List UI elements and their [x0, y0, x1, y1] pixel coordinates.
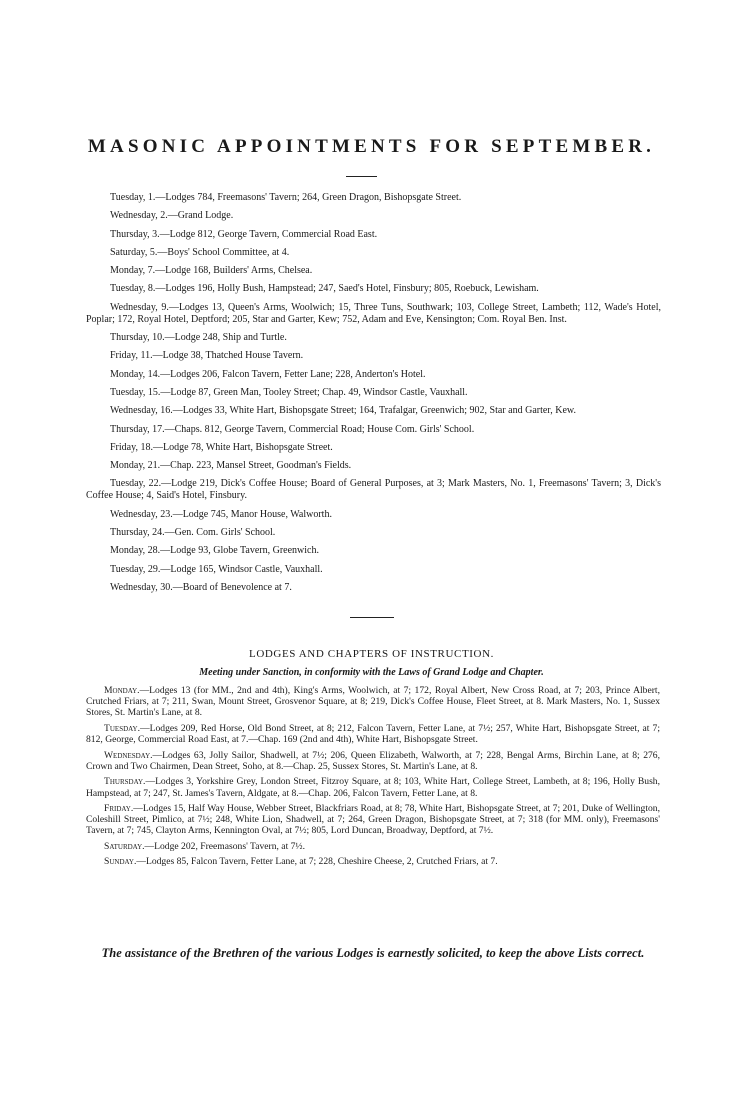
instruction-subtitle: Meeting under Sanction, in conformity with the Laws of Grand Lodge and Chapter.	[199, 667, 544, 678]
appointment-entry: Friday, 18.—Lodge 78, White Hart, Bishopsgate Street.	[110, 441, 333, 453]
appointments-list	[86, 192, 661, 600]
instruction-day: Wednesday.	[104, 749, 153, 761]
instruction-entry	[86, 776, 660, 798]
instruction-text: —Lodges 13 (for MM., 2nd and 4th), King's Arms, Woolwich, at 7; 172, Royal Albert, New Cross Road, at 7; 203, Prince Albert, Crutched Friars, at 7; 211, Swan, Mount Street, Grosvenor Square, at 8; 219, Dick's Coffee House, Fleet Street, at 8. Mark Masters, No. 1, Sussex Stores, St. Martin's Lane, at 8.	[86, 685, 660, 719]
instruction-entry	[86, 856, 660, 867]
instruction-entry	[86, 750, 660, 772]
instruction-day: Monday.	[104, 685, 140, 696]
instruction-text: —Lodge 202, Freemasons' Tavern, at 7½.	[144, 840, 306, 852]
instruction-day: Thursday.	[104, 776, 146, 788]
appointment-entry: Thursday, 10.—Lodge 248, Ship and Turtle.	[110, 332, 287, 344]
appointment-entry: Tuesday, 29.—Lodge 165, Windsor Castle, Vauxhall.	[110, 563, 323, 575]
page-title: MASONIC APPOINTMENTS FOR SEPTEMBER.	[87, 136, 656, 157]
appointment-entry: Monday, 21.—Chap. 223, Mansel Street, Goodman's Fields.	[110, 460, 352, 472]
footer-note: The assistance of the Brethren of the various Lodges is earnestly solicited, to keep the above Lists correct.	[101, 946, 645, 960]
instruction-entry	[86, 841, 660, 852]
divider-top	[346, 176, 377, 177]
appointment-entry: Wednesday, 30.—Board of Benevolence at 7.	[110, 581, 292, 593]
instruction-text: —Lodges 85, Falcon Tavern, Fetter Lane, at 7; 228, Cheshire Cheese, 2, Crutched Friars, at 7.	[136, 856, 498, 868]
instruction-entry	[86, 723, 660, 745]
instruction-text: —Lodges 63, Jolly Sailor, Shadwell, at 7½; 206, Queen Elizabeth, Walworth, at 7; 228, Bengal Arms, Birchin Lane, at 8; 276, Crown and Two Chairmen, Dean Street, Soho, at 8.—Chap. 25, Sussex Stores, St. Martin's Lane, at 8.	[86, 749, 660, 772]
appointment-entry: Wednesday, 23.—Lodge 745, Manor House, Walworth.	[110, 508, 332, 520]
appointment-entry: Saturday, 5.—Boys' School Committee, at 4.	[110, 246, 290, 258]
appointment-entry: Tuesday, 22.—Lodge 219, Dick's Coffee House; Board of General Purposes, at 3; Mark Masters, No. 1, Freemasons' Tavern; 3, Dick's Coffee House; 4, Said's Hotel, Finsbury.	[86, 478, 661, 502]
appointment-entry: Wednesday, 9.—Lodges 13, Queen's Arms, Woolwich; 15, Three Tuns, Southwark; 103, College Street, Lambeth; 112, Wade's Hotel, Poplar; 172, Royal Hotel, Deptford; 205, Star and Garter, Kew; 752, Adam and Eve, Kensington; Com. Royal Ben. Inst.	[86, 301, 661, 325]
instruction-text: —Lodges 209, Red Horse, Old Bond Street, at 8; 212, Falcon Tavern, Fetter Lane, at 7½; 257, White Hart, Bishopsgate Street, at 7; 812, George, Commercial Road East, at 7.—Chap. 169 (2nd and 4th), White Hart, Bishopsgate Street.	[86, 722, 660, 746]
appointment-entry: Thursday, 3.—Lodge 812, George Tavern, Commercial Road East.	[110, 228, 378, 240]
appointment-entry: Monday, 7.—Lodge 168, Builders' Arms, Chelsea.	[110, 265, 313, 277]
instruction-day: Saturday.	[104, 840, 145, 852]
appointment-entry: Tuesday, 8.—Lodges 196, Holly Bush, Hampstead; 247, Saed's Hotel, Finsbury; 805, Roebuck, Lewisham.	[110, 283, 539, 295]
instruction-day: Tuesday.	[104, 722, 141, 734]
instruction-day: Friday.	[104, 803, 134, 815]
appointment-entry: Thursday, 17.—Chaps. 812, George Tavern, Commercial Road; House Com. Girls' School.	[110, 423, 475, 435]
appointment-entry: Thursday, 24.—Gen. Com. Girls' School.	[110, 527, 276, 539]
instruction-title: LODGES AND CHAPTERS OF INSTRUCTION.	[249, 648, 494, 660]
appointment-entry: Wednesday, 16.—Lodges 33, White Hart, Bishopsgate Street; 164, Trafalgar, Greenwich; 902, Star and Garter, Kew.	[110, 405, 576, 417]
appointment-entry: Tuesday, 1.—Lodges 784, Freemasons' Tavern; 264, Green Dragon, Bishopsgate Street.	[110, 192, 462, 203]
appointment-entry: Friday, 11.—Lodge 38, Thatched House Tavern.	[110, 350, 304, 362]
instruction-entry	[86, 803, 660, 837]
divider-middle	[350, 617, 394, 618]
instruction-text: —Lodges 15, Half Way House, Webber Street, Blackfriars Road, at 8; 78, White Hart, Bishopsgate Street, at 7; 201, Duke of Wellington, Coleshill Street, Pimlico, at 7½; 248, White Lion, Shadwell, at 7; 264, Green Dragon, Bishopsgate Street, at 7; 318 (for MM. only), Freemasons' Tavern, at 7; 745, Clayton Arms, Kennington Oval, at 7½; 805, Lord Duncan, Broadway, Deptford, at 7½.	[86, 803, 660, 837]
instruction-text: —Lodges 3, Yorkshire Grey, London Street, Fitzroy Square, at 8; 103, White Hart, College Street, Lambeth, at 8; 196, Holly Bush, Hampstead, at 7; 247, St. James's Tavern, Aldgate, at 8.—Chap. 206, Falcon Tavern, Fetter Lane, at 8.	[86, 776, 660, 799]
appointment-entry: Monday, 14.—Lodges 206, Falcon Tavern, Fetter Lane; 228, Anderton's Hotel.	[110, 368, 426, 380]
instruction-day: Sunday.	[104, 856, 137, 868]
instruction-list	[86, 685, 660, 872]
instruction-entry	[86, 685, 660, 719]
appointment-entry: Tuesday, 15.—Lodge 87, Green Man, Tooley Street; Chap. 49, Windsor Castle, Vauxhall.	[110, 386, 468, 398]
appointment-entry: Monday, 28.—Lodge 93, Globe Tavern, Greenwich.	[110, 545, 319, 557]
appointment-entry: Wednesday, 2.—Grand Lodge.	[110, 210, 234, 222]
